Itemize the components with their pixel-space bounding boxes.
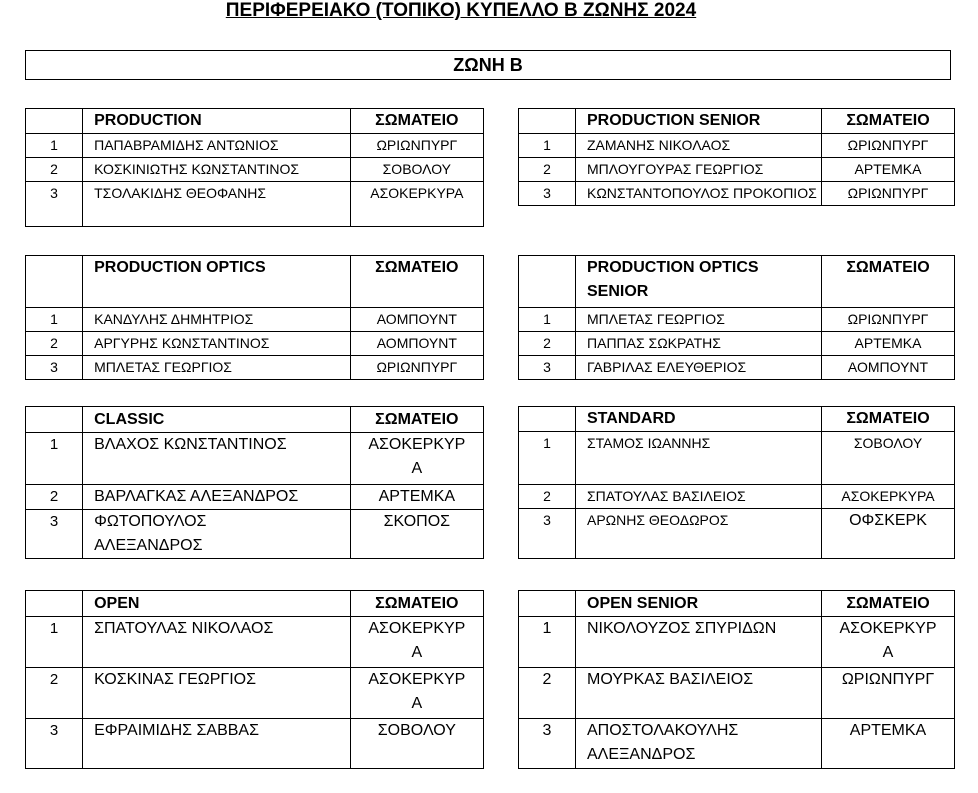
table-row xyxy=(26,719,484,769)
results-table-production-optics xyxy=(25,255,484,380)
club-header: ΣΩΜΑΤΕΙΟ xyxy=(350,109,483,134)
club-name: ΑΟΜΠΟΥΝΤ xyxy=(350,308,483,332)
table-row xyxy=(519,617,955,668)
athlete-name: ΚΟΣΚΙΝΑΣ ΓΕΩΡΓΙΟΣ xyxy=(83,668,351,719)
rank-header xyxy=(26,256,83,308)
athlete-name: ΜΠΛΕΤΑΣ ΓΕΩΡΓΙΟΣ xyxy=(576,308,822,332)
category-title: OPEN xyxy=(83,591,351,617)
table-header-row xyxy=(519,591,955,617)
club-name: ΑΣΟΚΕΡΚΥΡΑ xyxy=(350,617,483,668)
athlete-name: ΜΠΛΟΥΓΟΥΡΑΣ ΓΕΩΡΓΙΟΣ xyxy=(576,158,822,182)
category-title: CLASSIC xyxy=(83,407,351,433)
rank-cell: 3 xyxy=(519,356,576,380)
club-name: ΣΟΒΟΛΟΥ xyxy=(350,719,483,769)
athlete-name: ΤΣΟΛΑΚΙΔΗΣ ΘΕΟΦΑΝΗΣ xyxy=(83,182,351,227)
athlete-name: ΕΦΡΑΙΜΙΔΗΣ ΣΑΒΒΑΣ xyxy=(83,719,351,769)
table-row xyxy=(26,134,484,158)
results-table-production-senior xyxy=(518,108,955,206)
category-title: PRODUCTION SENIOR xyxy=(576,109,822,134)
athlete-name: ΑΡΩΝΗΣ ΘΕΟΔΩΡΟΣ xyxy=(576,509,822,559)
zone-heading: ΖΩΝΗ Β xyxy=(25,50,951,80)
athlete-name: ΓΑΒΡΙΛΑΣ ΕΛΕΥΘΕΡΙΟΣ xyxy=(576,356,822,380)
club-name: ΑΡΤΕΜΚΑ xyxy=(822,719,955,769)
club-name: ΑΡΤΕΜΚΑ xyxy=(822,332,955,356)
athlete-name: ΠΑΠΠΑΣ ΣΩΚΡΑΤΗΣ xyxy=(576,332,822,356)
rank-cell: 1 xyxy=(519,432,576,485)
table-row xyxy=(519,432,955,485)
club-header: ΣΩΜΑΤΕΙΟ xyxy=(822,591,955,617)
table-header-row xyxy=(519,407,955,432)
table-row xyxy=(26,182,484,227)
category-title: STANDARD xyxy=(576,407,822,432)
club-name: ΑΣΟΚΕΡΚΥΡΑ xyxy=(350,433,483,485)
club-name: ΑΡΤΕΜΚΑ xyxy=(822,158,955,182)
rank-cell: 1 xyxy=(519,308,576,332)
athlete-name: ΦΩΤΟΠΟΥΛΟΣ ΑΛΕΞΑΝΔΡΟΣ xyxy=(83,510,351,559)
athlete-name: ΚΟΣΚΙΝΙΩΤΗΣ ΚΩΝΣΤΑΝΤΙΝΟΣ xyxy=(83,158,351,182)
category-title: PRODUCTION xyxy=(83,109,351,134)
rank-cell: 2 xyxy=(519,158,576,182)
rank-cell: 1 xyxy=(26,308,83,332)
club-name: ΑΣΟΚΕΡΚΥΡΑ xyxy=(822,617,955,668)
rank-cell: 3 xyxy=(519,719,576,769)
club-header: ΣΩΜΑΤΕΙΟ xyxy=(350,256,483,308)
category-title: OPEN SENIOR xyxy=(576,591,822,617)
athlete-name: ΜΠΛΕΤΑΣ ΓΕΩΡΓΙΟΣ xyxy=(83,356,351,380)
athlete-name: ΑΡΓΥΡΗΣ ΚΩΝΣΤΑΝΤΙΝΟΣ xyxy=(83,332,351,356)
category-title: PRODUCTION OPTICS xyxy=(83,256,351,308)
rank-cell: 3 xyxy=(519,509,576,559)
rank-header xyxy=(26,407,83,433)
rank-cell: 2 xyxy=(26,158,83,182)
table-header-row xyxy=(519,109,955,134)
table-header-row xyxy=(26,591,484,617)
club-name: ΩΡΙΩΝΠΥΡΓ xyxy=(822,134,955,158)
results-table-open xyxy=(25,590,484,769)
table-row xyxy=(519,134,955,158)
rank-cell: 2 xyxy=(26,485,83,510)
table-row xyxy=(26,668,484,719)
athlete-name: ΖΑΜΑΝΗΣ ΝΙΚΟΛΑΟΣ xyxy=(576,134,822,158)
rank-header xyxy=(519,256,576,308)
table-header-row xyxy=(26,109,484,134)
rank-header xyxy=(26,109,83,134)
club-name: ΑΣΟΚΕΡΚΥΡΑ xyxy=(350,182,483,227)
club-header: ΣΩΜΑΤΕΙΟ xyxy=(350,407,483,433)
table-row xyxy=(519,308,955,332)
table-row xyxy=(519,485,955,509)
club-name: ΑΡΤΕΜΚΑ xyxy=(350,485,483,510)
table-header-row xyxy=(26,256,484,308)
table-row xyxy=(26,617,484,668)
club-name: ΩΡΙΩΝΠΥΡΓ xyxy=(822,668,955,719)
table-row xyxy=(26,308,484,332)
page-title: ΠΕΡΙΦΕΡΕΙΑΚΟ (ΤΟΠΙΚΟ) ΚΥΠΕΛΛΟ Β ΖΩΝΗΣ 2024 xyxy=(225,0,697,21)
rank-cell: 2 xyxy=(26,332,83,356)
category-title: PRODUCTION OPTICS SENIOR xyxy=(576,256,822,308)
club-name: ΩΡΙΩΝΠΥΡΓ xyxy=(822,308,955,332)
results-table-production-optics-senior xyxy=(518,255,955,380)
rank-cell: 1 xyxy=(519,134,576,158)
club-name: ΑΣΟΚΕΡΚΥΡΑ xyxy=(822,485,955,509)
club-name: ΣΟΒΟΛΟΥ xyxy=(822,432,955,485)
athlete-name: ΒΑΡΛΑΓΚΑΣ ΑΛΕΞΑΝΔΡΟΣ xyxy=(83,485,351,510)
club-name: ΑΟΜΠΟΥΝΤ xyxy=(350,332,483,356)
table-row xyxy=(519,332,955,356)
athlete-name: ΒΛΑΧΟΣ ΚΩΝΣΤΑΝΤΙΝΟΣ xyxy=(83,433,351,485)
rank-header xyxy=(26,591,83,617)
table-row xyxy=(519,158,955,182)
club-name: ΑΟΜΠΟΥΝΤ xyxy=(822,356,955,380)
table-row xyxy=(26,510,484,559)
rank-header xyxy=(519,109,576,134)
table-row xyxy=(26,356,484,380)
club-name: ΩΡΙΩΝΠΥΡΓ xyxy=(822,182,955,206)
athlete-name: ΣΠΑΤΟΥΛΑΣ ΝΙΚΟΛΑΟΣ xyxy=(83,617,351,668)
club-name: ΩΡΙΩΝΠΥΡΓ xyxy=(350,134,483,158)
athlete-name: ΚΑΝΔΥΛΗΣ ΔΗΜΗΤΡΙΟΣ xyxy=(83,308,351,332)
rank-cell: 3 xyxy=(26,182,83,227)
rank-cell: 3 xyxy=(26,356,83,380)
results-table-production xyxy=(25,108,484,227)
rank-cell: 2 xyxy=(26,668,83,719)
rank-cell: 1 xyxy=(519,617,576,668)
athlete-name: ΑΠΟΣΤΟΛΑΚΟΥΛΗΣ ΑΛΕΞΑΝΔΡΟΣ xyxy=(576,719,822,769)
table-row xyxy=(519,356,955,380)
rank-cell: 1 xyxy=(26,433,83,485)
rank-header xyxy=(519,407,576,432)
rank-cell: 3 xyxy=(26,719,83,769)
club-name: ΩΡΙΩΝΠΥΡΓ xyxy=(350,356,483,380)
athlete-name: ΚΩΝΣΤΑΝΤΟΠΟΥΛΟΣ ΠΡΟΚΟΠΙΟΣ xyxy=(576,182,822,206)
athlete-name: ΠΑΠΑΒΡΑΜΙΔΗΣ ΑΝΤΩΝΙΟΣ xyxy=(83,134,351,158)
athlete-name: ΜΟΥΡΚΑΣ ΒΑΣΙΛΕΙΟΣ xyxy=(576,668,822,719)
table-row xyxy=(519,182,955,206)
table-row xyxy=(26,485,484,510)
rank-cell: 1 xyxy=(26,617,83,668)
club-header: ΣΩΜΑΤΕΙΟ xyxy=(822,109,955,134)
table-header-row xyxy=(519,256,955,308)
athlete-name: ΣΠΑΤΟΥΛΑΣ ΒΑΣΙΛΕΙΟΣ xyxy=(576,485,822,509)
results-table-standard xyxy=(518,406,955,559)
athlete-name: ΣΤΑΜΟΣ ΙΩΑΝΝΗΣ xyxy=(576,432,822,485)
rank-cell: 1 xyxy=(26,134,83,158)
club-name: ΣΟΒΟΛΟΥ xyxy=(350,158,483,182)
club-name: ΟΦΣΚΕΡΚ xyxy=(822,509,955,559)
rank-cell: 2 xyxy=(519,332,576,356)
club-name: ΑΣΟΚΕΡΚΥΡΑ xyxy=(350,668,483,719)
club-header: ΣΩΜΑΤΕΙΟ xyxy=(350,591,483,617)
rank-cell: 2 xyxy=(519,668,576,719)
table-row xyxy=(519,509,955,559)
table-row xyxy=(519,719,955,769)
rank-cell: 3 xyxy=(519,182,576,206)
results-table-open-senior xyxy=(518,590,955,769)
table-row xyxy=(26,158,484,182)
rank-header xyxy=(519,591,576,617)
club-name: ΣΚΟΠΟΣ xyxy=(350,510,483,559)
table-header-row xyxy=(26,407,484,433)
table-row xyxy=(519,668,955,719)
rank-cell: 3 xyxy=(26,510,83,559)
results-table-classic xyxy=(25,406,484,559)
table-row xyxy=(26,433,484,485)
athlete-name: ΝΙΚΟΛΟΥΖΟΣ ΣΠΥΡΙΔΩΝ xyxy=(576,617,822,668)
club-header: ΣΩΜΑΤΕΙΟ xyxy=(822,407,955,432)
club-header: ΣΩΜΑΤΕΙΟ xyxy=(822,256,955,308)
table-row xyxy=(26,332,484,356)
rank-cell: 2 xyxy=(519,485,576,509)
